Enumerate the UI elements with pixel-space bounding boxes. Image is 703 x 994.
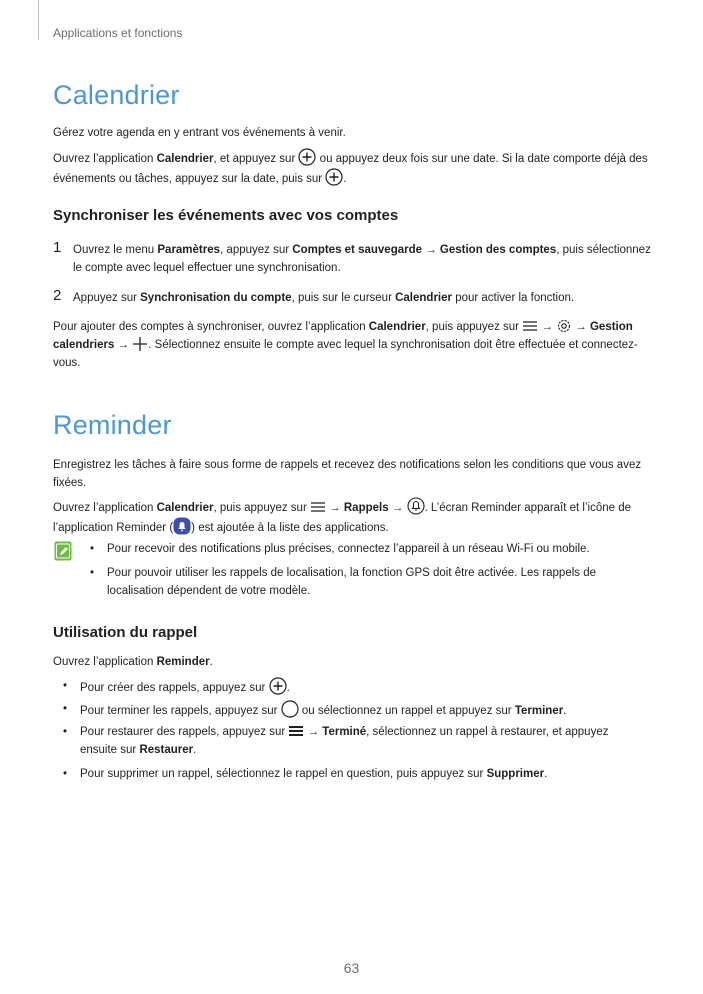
note-pencil-icon xyxy=(54,541,72,566)
menu-icon xyxy=(310,499,326,515)
reminder-app-icon xyxy=(173,517,191,535)
usage-bullet: • Pour supprimer un rappel, sélectionnez le rappel en question, puis appuyez sur Supprimer. xyxy=(63,768,548,780)
page-number: 63 xyxy=(343,960,360,976)
sync-heading: Synchroniser les événements avec vos comptes xyxy=(53,207,399,224)
calendar-intro: Gérez votre agenda en y entrant vos événements à venir. xyxy=(53,127,346,139)
plus-circle-icon xyxy=(298,148,316,166)
sync-add-accounts-paragraph: Pour ajouter des comptes à synchroniser, ouvrez l’application Calendrier, puis appuyez sur → → Gestion calendriers → . Sélectionnez ensuite le compte avec lequel la synchronisation doit être effectuée et connectez-vous. xyxy=(53,318,653,372)
usage-bullet: • Pour terminer les rappels, appuyez sur ou sélectionnez un rappel et appuyez sur Terminer. xyxy=(63,700,643,720)
calendar-open-paragraph: Ouvrez l’application Calendrier, et appuyez sur ou appuyez deux fois sur une date. Si la date comporte déjà des événements ou tâches, appuyez sur la date, puis sur . xyxy=(53,148,653,188)
menu-icon xyxy=(522,318,538,334)
running-title: Applications et fonctions xyxy=(53,26,183,40)
step-number: 1 xyxy=(53,239,62,256)
circle-icon xyxy=(281,700,299,718)
reminder-bell-icon xyxy=(407,497,425,515)
plus-icon xyxy=(132,336,148,352)
usage-heading: Utilisation du rappel xyxy=(53,624,198,641)
reminder-title: Reminder xyxy=(53,410,172,440)
sync-step-2: 2 Appuyez sur Synchronisation du compte, puis sur le curseur Calendrier pour activer la fonction. xyxy=(53,287,575,304)
plus-circle-icon xyxy=(325,168,343,186)
sync-step-1: 1 Ouvrez le menu Paramètres, appuyez sur Comptes et sauvegarde → Gestion des comptes, puis sélectionnez le compte avec lequel effectuer une synchronisation. xyxy=(53,239,651,274)
calendar-title: Calendrier xyxy=(53,80,180,110)
plus-circle-icon xyxy=(269,677,287,695)
usage-bullet: • Pour créer des rappels, appuyez sur . xyxy=(63,677,643,697)
margin-rule xyxy=(38,0,39,40)
gear-icon xyxy=(556,318,572,334)
reminder-open-paragraph: Ouvrez l’application Calendrier, puis appuyez sur → Rappels → . L’écran Reminder apparaît et l’icône de l’application Reminder ( ) est ajoutée à la liste des applications. xyxy=(53,497,653,537)
reminder-intro: Enregistrez les tâches à faire sous forme de rappels et recevez des notifications selon les conditions que vous avez fixées. xyxy=(53,459,642,489)
step-number: 2 xyxy=(53,287,62,304)
note-item: • Pour recevoir des notifications plus précises, connectez l’appareil à un réseau Wi-Fi ou mobile. xyxy=(90,543,590,555)
note-item: • Pour pouvoir utiliser les rappels de localisation, la fonction GPS doit être activée. Les rappels de localisation dépendent de votre modèle. xyxy=(90,567,597,597)
menu-icon xyxy=(288,723,304,739)
usage-open-paragraph: Ouvrez l’application Reminder. xyxy=(53,656,213,668)
usage-bullet: • Pour restaurer des rappels, appuyez sur → Terminé, sélectionnez un rappel à restaurer, et appuyez ensuite sur Restaurer. xyxy=(63,723,643,759)
